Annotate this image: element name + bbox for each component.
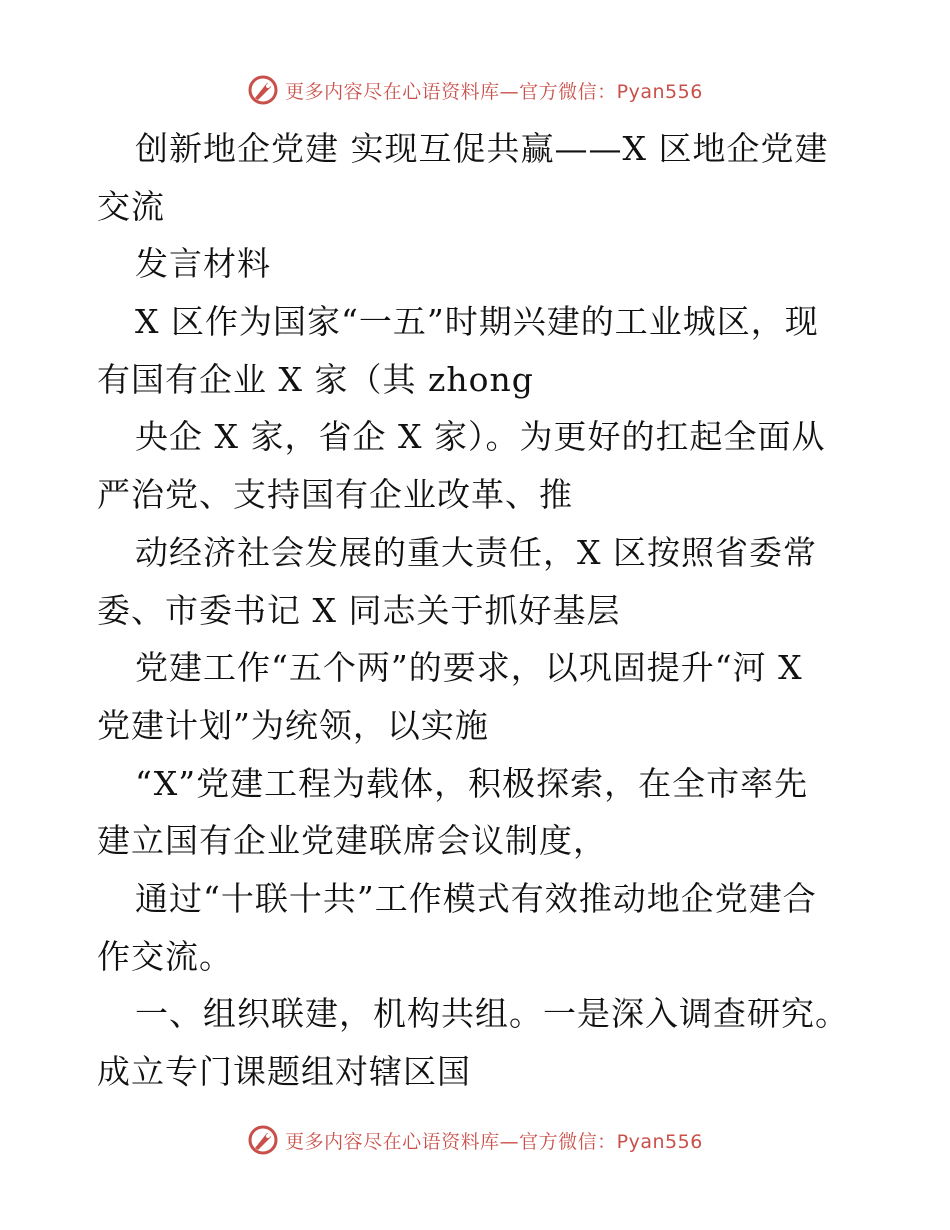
text-line: “X”党建工程为载体，积极探索，在全市率先 bbox=[135, 763, 809, 803]
text-line: 严治党、支持国有企业改革、推 bbox=[97, 475, 573, 515]
text-line: 有国有企业 X 家（其 zhong bbox=[97, 359, 534, 399]
text-line: 党建工作“五个两”的要求，以巩固提升“河 X bbox=[135, 648, 803, 688]
text-line: 通过“十联十共”工作模式有效推动地企党建合 bbox=[135, 878, 817, 918]
text-line: 成立专门课题组对辖区国 bbox=[97, 1052, 471, 1091]
pen-nib-circle-icon bbox=[247, 1124, 279, 1156]
text-line: 央企 X 家，省企 X 家）。为更好的扛起全面从 bbox=[135, 417, 826, 457]
text-line: X 区作为国家“一五”时期兴建的工业城区，现 bbox=[135, 302, 819, 342]
pen-nib-circle-icon bbox=[247, 74, 279, 106]
text-line: 创新地企党建 实现互促共赢——X 区地企党建 bbox=[135, 129, 829, 168]
text-line: 一、组织联建，机构共组。一是深入调查研究。 bbox=[135, 994, 849, 1034]
text-line: 发言材料 bbox=[135, 244, 271, 284]
watermark-footer bbox=[0, 1120, 950, 1160]
text-line: 建立国有企业党建联席会议制度， bbox=[97, 821, 607, 861]
text-line: 交流 bbox=[97, 186, 165, 226]
watermark-text: 更多内容尽在心语资料库—官方微信：Pyan556 bbox=[285, 80, 703, 103]
text-line: 党建计划”为统领，以实施 bbox=[97, 705, 489, 745]
document-body bbox=[97, 120, 857, 1101]
text-line: 委、市委书记 X 同志关于抓好基层 bbox=[97, 590, 621, 630]
text-line: 作交流。 bbox=[97, 936, 233, 976]
watermark-text: 更多内容尽在心语资料库—官方微信：Pyan556 bbox=[285, 1130, 703, 1153]
text-line: 动经济社会发展的重大责任，X 区按照省委常 bbox=[135, 532, 817, 572]
watermark-header bbox=[0, 70, 950, 110]
